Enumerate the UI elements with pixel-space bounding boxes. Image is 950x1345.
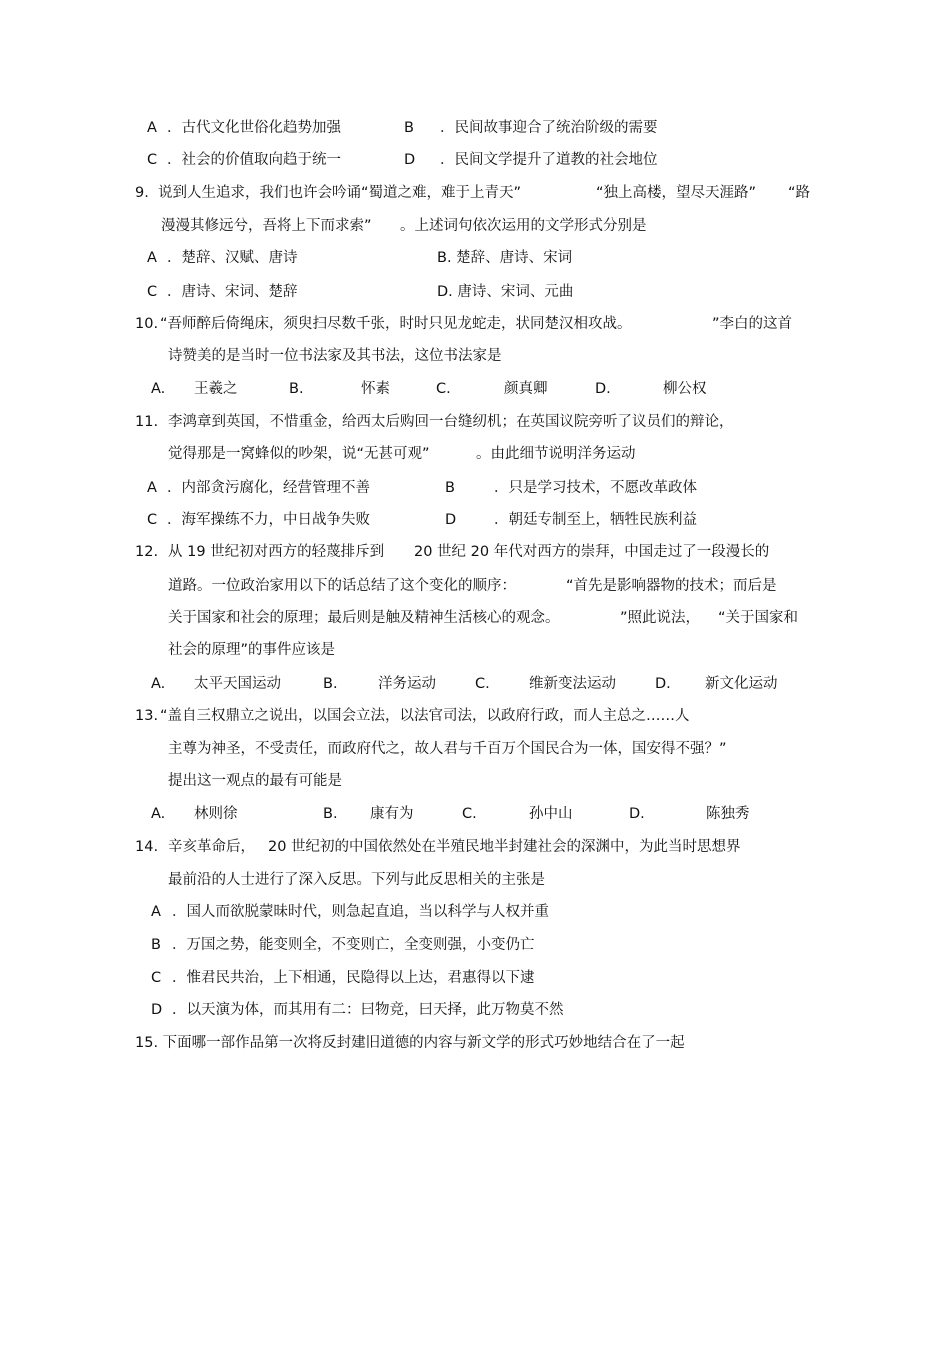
q14-option-a-text: ．国人而欲脱蒙昧时代，则急起直追，当以科学与人权并重 <box>172 904 549 920</box>
q9-number: 9. <box>135 185 149 201</box>
q9-stem-line1c: “路 <box>788 185 811 201</box>
q12-stem-line3b: ”照此说法， <box>620 610 701 626</box>
q13-option-d-letter: D. <box>629 806 645 822</box>
q14-stem-line2: 最前沿的人士进行了深入反思。下列与此反思相关的主张是 <box>168 872 545 888</box>
q12-stem-line3a: 关于国家和社会的原理；最后则是触及精神生活核心的观念。 <box>168 610 560 626</box>
q10-option-d-letter: D. <box>595 381 611 397</box>
q12-option-c-letter: C. <box>475 676 490 692</box>
q12-option-d-letter: D. <box>655 676 671 692</box>
q13-option-c-text: 孙中山 <box>529 806 573 822</box>
q11-option-c-text: ．海军操练不力，中日战争失败 <box>167 512 370 528</box>
q8-option-c-letter: C <box>147 152 158 168</box>
q14-stem-line1a: 辛亥革命后， <box>168 839 255 855</box>
q11-option-a-letter: A <box>147 480 157 496</box>
q14-option-c-letter: C <box>151 970 162 986</box>
q9-option-a-letter: A <box>147 250 157 266</box>
q10-option-a-text: 王羲之 <box>194 381 238 397</box>
q12-stem-line1a: 从 19 世纪初对西方的轻蔑排斥到 <box>168 544 385 560</box>
q9-stem-line2a: 漫漫其修远兮，吾将上下而求索” <box>161 218 372 234</box>
q9-stem-line1b: “独上高楼，望尽天涯路” <box>596 185 757 201</box>
q12-option-a-text: 太平天国运动 <box>194 676 281 692</box>
q12-stem-line2b: “首先是影响器物的技术；而后是 <box>566 578 777 594</box>
q10-option-c-text: 颜真卿 <box>504 381 548 397</box>
q12-stem-line3c: “关于国家和 <box>718 610 799 626</box>
q10-stem-line1a: “吾师醉后倚绳床，须臾扫尽数千张，时时只见龙蛇走，状同楚汉相攻战。 <box>160 316 632 332</box>
q11-option-b-text: ．只是学习技术，不愿改革政体 <box>494 480 697 496</box>
q12-option-a-letter: A. <box>151 676 166 692</box>
q9-option-b: B. 楚辞、唐诗、宋词 <box>437 250 573 266</box>
q13-stem-line3: 提出这一观点的最有可能是 <box>168 773 342 789</box>
q11-stem-line2a: 觉得那是一窝蜂似的吵架，说“无甚可观” <box>168 446 430 462</box>
q10-stem-line2: 诗赞美的是当时一位书法家及其书法，这位书法家是 <box>168 348 502 364</box>
q8-option-a-text: ．古代文化世俗化趋势加强 <box>167 120 341 136</box>
q14-option-b-letter: B <box>151 937 161 953</box>
q14-option-d-text: ．以天演为体，而其用有二：曰物竞，曰天择，此万物莫不然 <box>172 1002 564 1018</box>
q14-option-c-text: ．惟君民共治，上下相通，民隐得以上达，君惠得以下逮 <box>172 970 535 986</box>
q13-stem-line1: “盖自三权鼎立之说出，以国会立法，以法官司法，以政府行政，而人主总之……人 <box>160 708 690 724</box>
q13-option-c-letter: C. <box>462 806 477 822</box>
q10-option-c-letter: C. <box>436 381 451 397</box>
q11-stem-line1: 李鸿章到英国，不惜重金，给西太后购回一台缝纫机；在英国议院旁听了议员们的辩论， <box>168 414 734 430</box>
q14-stem-line1b: 20 世纪初的中国依然处在半殖民地半封建社会的深渊中，为此当时思想界 <box>268 839 741 855</box>
q10-option-b-text: 怀素 <box>361 381 390 397</box>
q13-option-b-text: 康有为 <box>370 806 414 822</box>
q13-number: 13. <box>135 708 159 724</box>
q9-option-a-text: ．楚辞、汉赋、唐诗 <box>167 250 298 266</box>
q12-option-b-letter: B. <box>323 676 338 692</box>
q9-option-c-letter: C <box>147 284 158 300</box>
q12-option-d-text: 新文化运动 <box>705 676 778 692</box>
q8-option-d-text: ．民间文学提升了道教的社会地位 <box>440 152 658 168</box>
q10-option-b-letter: B. <box>289 381 304 397</box>
q11-option-d-text: ．朝廷专制至上，牺牲民族利益 <box>494 512 697 528</box>
q13-option-d-text: 陈独秀 <box>706 806 750 822</box>
q14-option-b-text: ．万国之势，能变则全，不变则亡，全变则强，小变仍亡 <box>172 937 535 953</box>
q12-stem-line1b: 20 世纪 20 年代对西方的崇拜，中国走过了一段漫长的 <box>414 544 770 560</box>
q13-option-a-text: 林则徐 <box>194 806 238 822</box>
q14-option-a-letter: A <box>151 904 161 920</box>
q14-number: 14. <box>135 839 159 855</box>
q13-option-b-letter: B. <box>323 806 338 822</box>
q11-stem-line2b: 。由此细节说明洋务运动 <box>476 446 636 462</box>
q13-stem-line2: 主尊为神圣，不受责任，而政府代之，故人君与千百万个国民合为一体，国安得不强？” <box>168 741 727 757</box>
q12-number: 12. <box>135 544 159 560</box>
q12-option-b-text: 洋务运动 <box>378 676 436 692</box>
q11-option-c-letter: C <box>147 512 158 528</box>
q15-stem: 15. 下面哪一部作品第一次将反封建旧道德的内容与新文学的形式巧妙地结合在了一起 <box>135 1035 685 1051</box>
q8-option-b-letter: B <box>404 120 414 136</box>
q11-number: 11. <box>135 414 159 430</box>
q12-stem-line2a: 道路。一位政治家用以下的话总结了这个变化的顺序： <box>168 578 516 594</box>
q8-option-a-letter: A <box>147 120 157 136</box>
q12-stem-line4: 社会的原理”的事件应该是 <box>168 642 336 658</box>
q9-option-d: D. 唐诗、宋词、元曲 <box>437 284 574 300</box>
q10-option-d-text: 柳公权 <box>663 381 707 397</box>
q9-option-c-text: ．唐诗、宋词、楚辞 <box>167 284 298 300</box>
q11-option-d-letter: D <box>445 512 457 528</box>
q13-option-a-letter: A. <box>151 806 166 822</box>
q8-option-c-text: ．社会的价值取向趋于统一 <box>167 152 341 168</box>
q10-stem-line1b: ”李白的这首 <box>712 316 793 332</box>
q12-option-c-text: 维新变法运动 <box>529 676 616 692</box>
q14-option-d-letter: D <box>151 1002 163 1018</box>
q11-option-b-letter: B <box>445 480 455 496</box>
q10-option-a-letter: A. <box>151 381 166 397</box>
q8-option-b-text: ．民间故事迎合了统治阶级的需要 <box>440 120 658 136</box>
q9-stem-line2b: 。上述词句依次运用的文学形式分别是 <box>400 218 647 234</box>
q8-option-d-letter: D <box>404 152 416 168</box>
q9-stem-line1a: 说到人生追求，我们也许会吟诵“蜀道之难，难于上青天” <box>158 185 522 201</box>
q11-option-a-text: ．内部贪污腐化，经营管理不善 <box>167 480 370 496</box>
q10-number: 10. <box>135 316 159 332</box>
